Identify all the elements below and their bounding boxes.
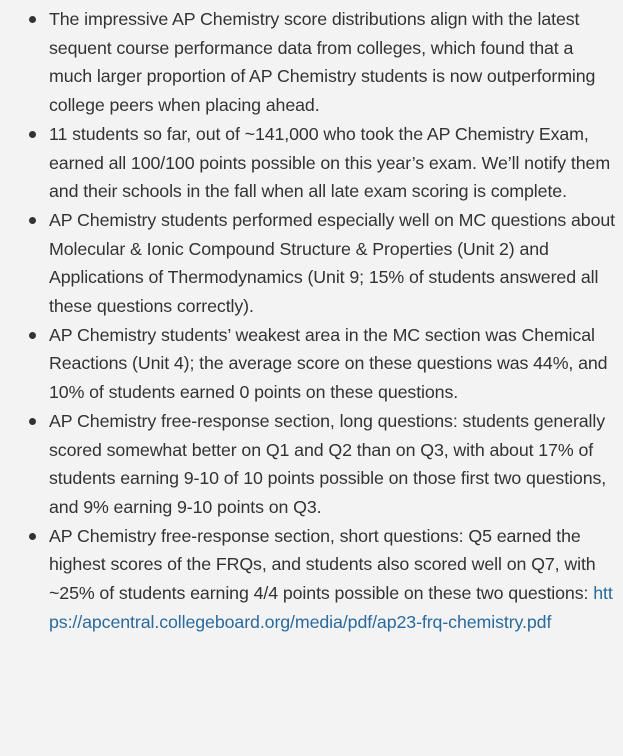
list-item (0, 5, 617, 120)
bullet-icon (29, 332, 36, 339)
list-item (0, 407, 617, 522)
list-item-text: The impressive AP Chemistry score distributions align with the latest sequent course performance data from colleges, which found that a much larger proportion of AP Chemistry students is now outperforming college peers when placing ahead. (49, 9, 596, 116)
list-item-text: AP Chemistry free-response section, long questions: students generally scored somewhat better on Q1 and Q2 than on Q3, with about 17% of students earning 9-10 of 10 points possible on those first two questions, and 9% earning 9-10 points on Q3. (49, 410, 607, 517)
list-item-text: AP Chemistry students’ weakest area in the MC section was Chemical Reactions (Unit 4); the average score on these questions was 44%, and 10% of students earned 0 points on these questions. (49, 324, 608, 403)
list-item-text: AP Chemistry free-response section, short questions: Q5 earned the highest scores of the FRQs, and students also scored well on Q7, with ~25% of students earning 4/4 points possible on these two questions: (49, 525, 596, 604)
bullet-icon (29, 418, 36, 425)
list-item (0, 120, 617, 206)
list-item-text: AP Chemistry students performed especially well on MC questions about Molecular & Ionic Compound Structure & Properties (Unit 2) and Applications of Thermodynamics (Unit 9; 15% of students answered all these questions correctly). (49, 209, 615, 317)
bullet-icon (29, 533, 36, 540)
list-item (0, 206, 617, 321)
bullet-icon (29, 131, 36, 138)
bullet-icon (29, 16, 36, 23)
bullet-list (0, 5, 617, 636)
bullet-icon (29, 217, 36, 224)
frq-pdf-link[interactable]: https://apcentral.collegeboard.org/media/pdf/ap23-frq-chemistry.pdf (49, 583, 613, 632)
list-item-text: 11 students so far, out of ~141,000 who took the AP Chemistry Exam, earned all 100/100 points possible on this year’s exam. We’ll notify them and their schools in the fall when all late exam scoring is complete. (49, 123, 611, 202)
list-item (0, 321, 617, 407)
list-item (0, 522, 617, 637)
